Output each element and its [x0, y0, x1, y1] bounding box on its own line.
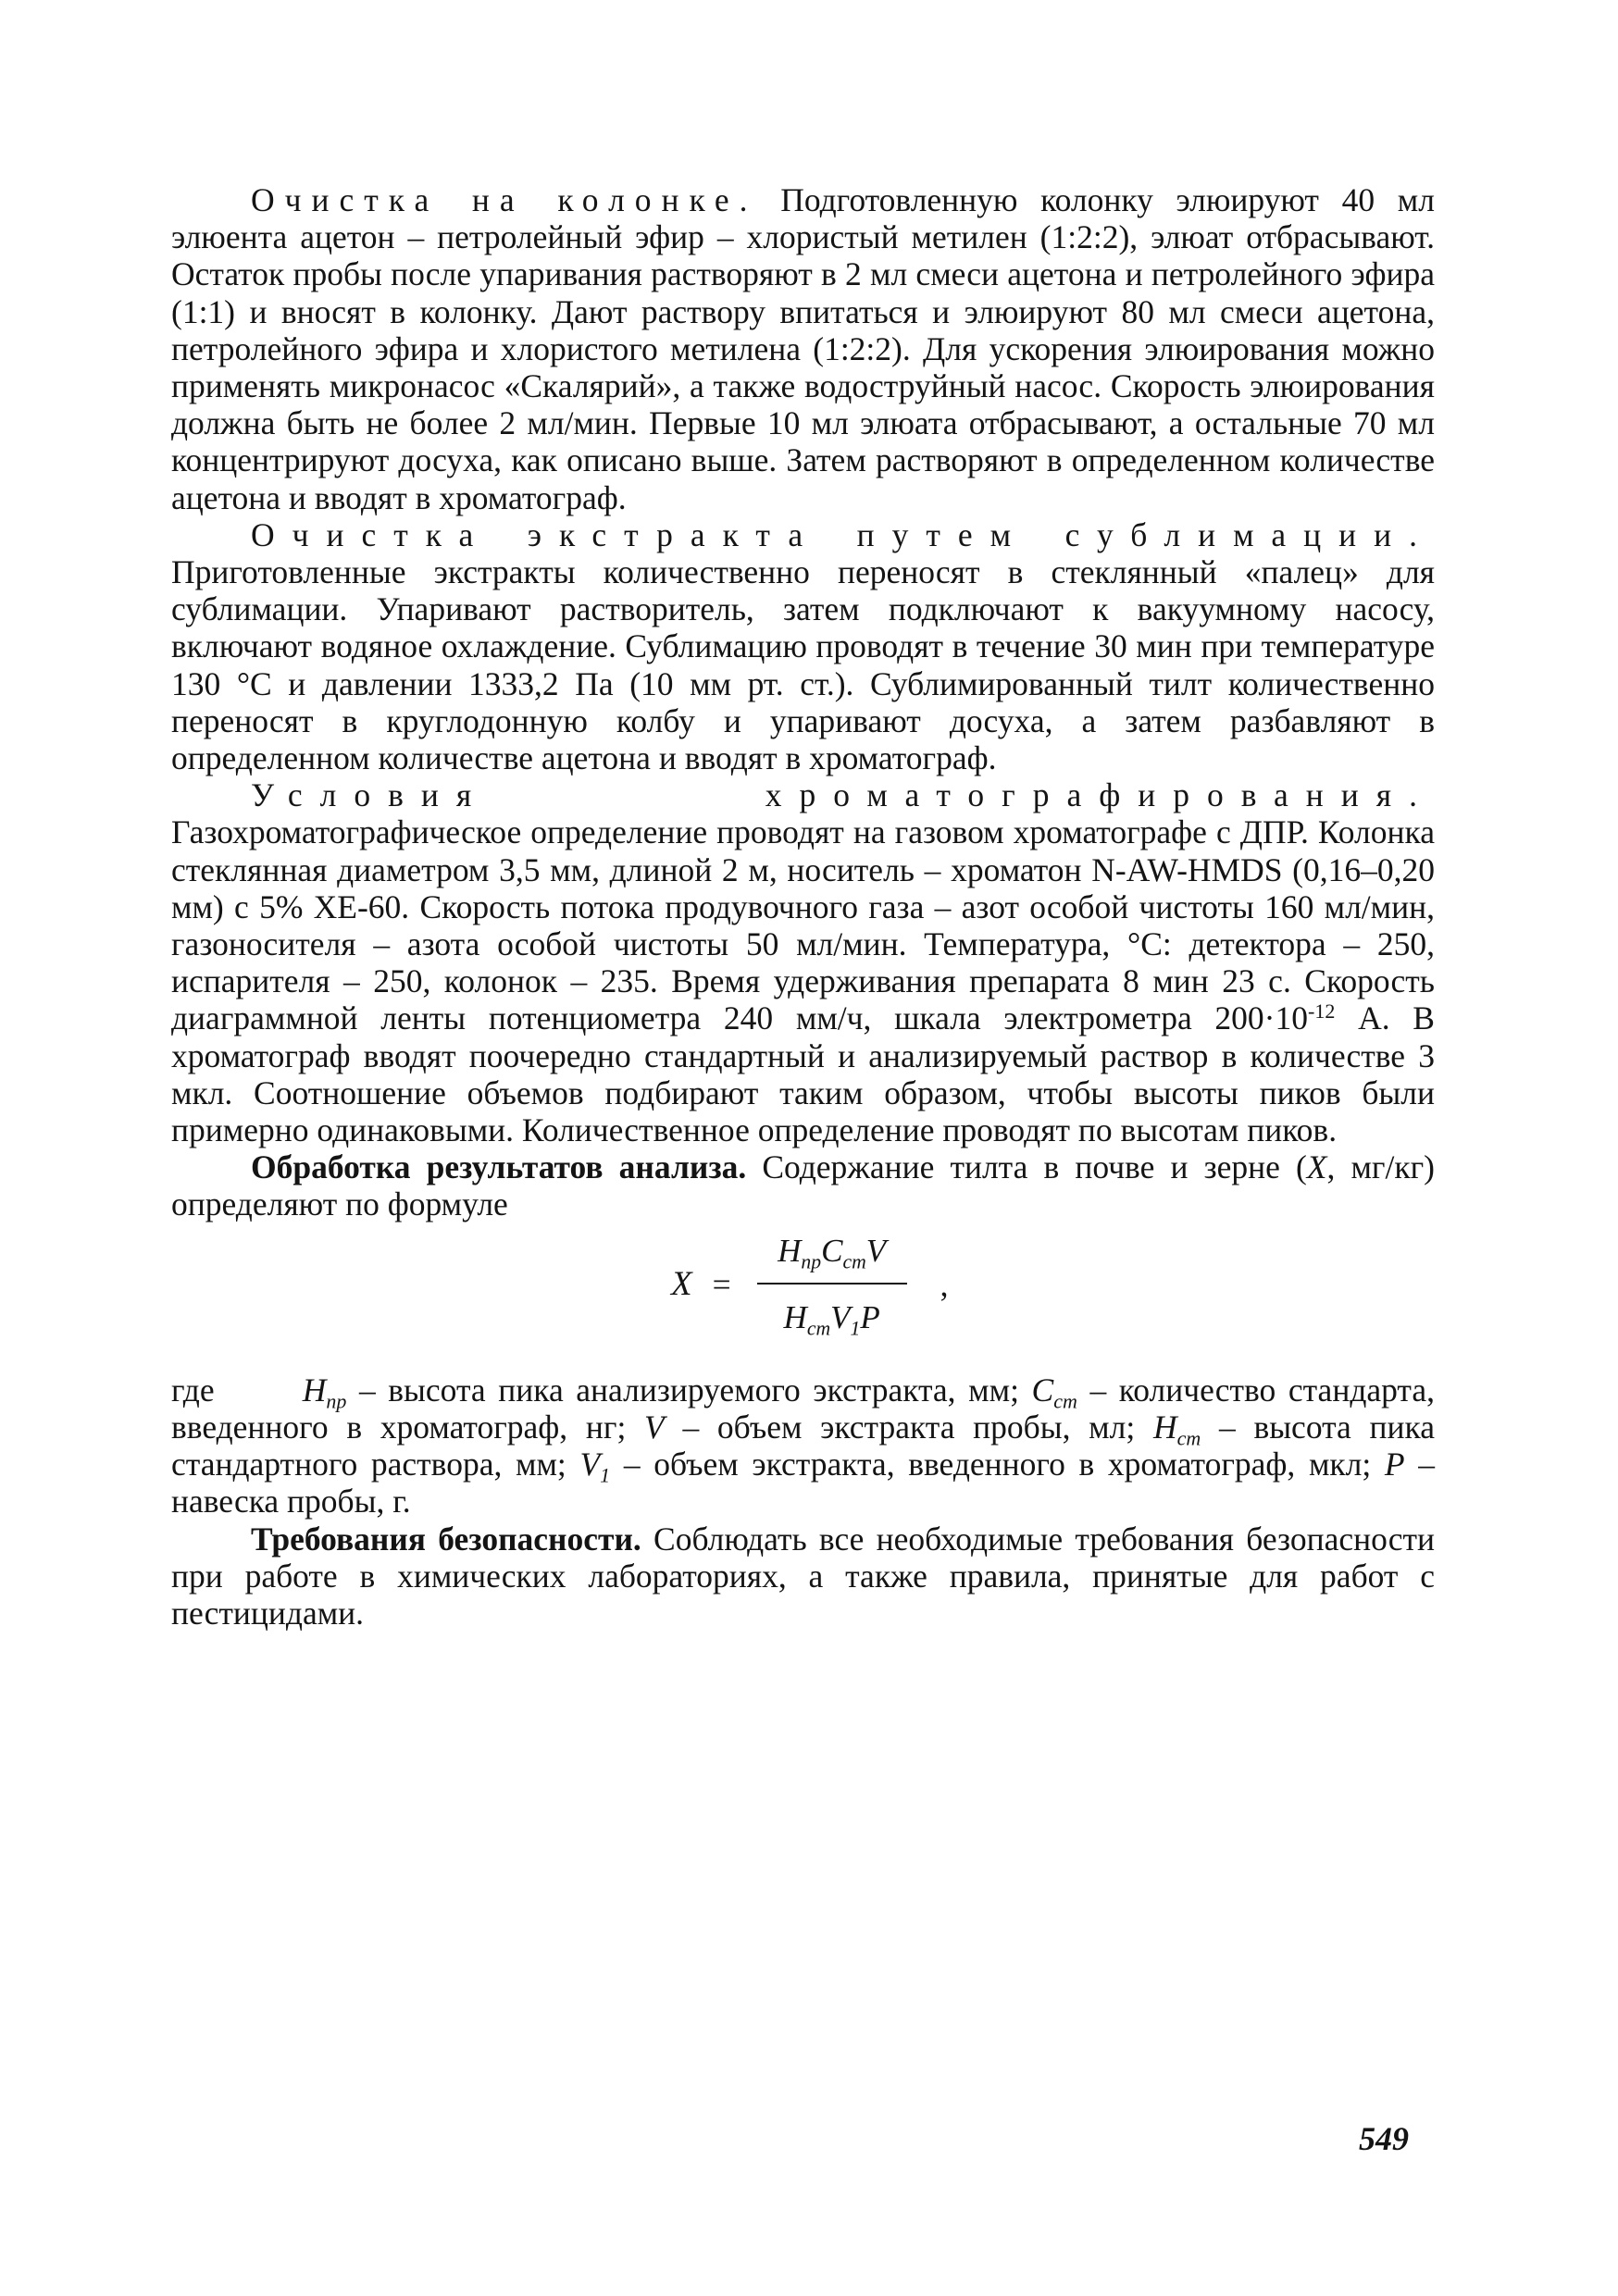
text-chromatography-b: А. В хроматограф вводят поочередно стандартный и анализируемый раствор в количестве 3 мкл. Соотношение объемов подбирают таким образом, чтобы высоты пиков были примерно одинаковыми. Количественное определение проводят по высотам пиков. [171, 999, 1435, 1149]
paragraph-results-processing [171, 1148, 1435, 1222]
formula [671, 1232, 949, 1340]
formula-lhs: X [671, 1264, 692, 1303]
paragraph-chromatography-conditions [171, 776, 1435, 1148]
text-chromatography-a: Газохроматографическое определение проводят на газовом хроматографе с ДПР. Колонка стеклянная диаметром 3,5 мм, длиной 2 м, носитель – хроматон N-AW-HMDS (0,16–0,20 мм) с 5% XE-60. Скорость потока продувочного газа – азот особой чистоты 160 мл/мин, газоносителя – азота особой чистоты 50 мл/мин. Температура, °С: детектора – 250, испарителя – 250, колонок – 235. Время удерживания препарата 8 мин 23 с. Скорость диаграммной ленты потенциометра 240 мм/ч, шкала электрометра 200·10 [171, 813, 1435, 1037]
paragraph-safety [171, 1520, 1435, 1632]
formula-denominator: $H_{ст}V_1P$ [783, 1298, 880, 1340]
text-sublimation: Приготовленные экстракты количественно переносят в стеклянный «палец» для сублимации. Упаривают растворитель, затем подключают к вакуумному насосу, включают водяное охлаждение. Сублимацию проводят в течение 30 мин при температуре 130 °С и давлении 1333,2 Па (10 мм рт. ст.). Сублимированный тилт количественно переносят в круглодонную колбу и упаривают досуха, а затем разбавляют в определенном количестве ацетона и вводят в хроматограф. [171, 553, 1435, 777]
text-results-a: Содержание тилта в почве и зерне ( [762, 1148, 1307, 1186]
exponent: -12 [1308, 999, 1336, 1024]
text-column-cleanup: Подготовленную колонку элюируют 40 мл элюента ацетон – петролейный эфир – хлористый метилен (1:2:2), элюат отбрасывают. Остаток пробы после упаривания растворяют в 2 мл смеси ацетона и петролейного эфира (1:1) и вносят в колонку. Дают раствору впитаться и элюируют 80 мл смеси ацетона, петролейного эфира и хлористого метилена (1:2:2). Для ускорения элюирования можно применять микронасос «Скалярий», а также водоструйный насос. Скорость элюирования должна быть не более 2 мл/мин. Первые 10 мл элюата отбрасывают, а остальные 70 мл концентрируют досуха, как описано выше. Затем растворяют в определенном количестве ацетона и вводят в хроматограф. [171, 181, 1435, 516]
where-word: где [171, 1371, 215, 1409]
page-body [171, 181, 1435, 1632]
paragraph-sublimation [171, 516, 1435, 776]
text-safety: Соблюдать все необходимые требования безопасности при работе в химических лабораториях, а также правила, принятые для работ с пестицидами. [171, 1520, 1436, 1632]
variable-x: X [1306, 1148, 1327, 1186]
heading-sublimation: Очистка экстракта путем сублимации. [251, 515, 1435, 553]
formula-numerator: $H_{пр}C_{ст}V$ [778, 1232, 887, 1273]
formula-equals: = [712, 1265, 731, 1303]
heading-results-processing: Обработка результатов анализа. [251, 1148, 747, 1186]
fraction-bar [757, 1283, 907, 1285]
paragraph-definitions: где $H_{пр}$ – высота пика анализируемого экстракта, мм; $C_{ст}$ – количество стандарта, введенного в хроматограф, нг; V – объем экстракта пробы, мл; $H_{ст}$ – высота пика стандартного раствора, мм; $V_1$ – объем экстракта, введенного в хроматограф, мкл; P – навеска пробы, г. [171, 1371, 1436, 1520]
heading-chromatography-conditions: Условия хроматографирования. [251, 776, 1435, 814]
formula-fraction [757, 1232, 907, 1340]
text-results-b: , мг/кг) определяют по формуле [171, 1148, 1435, 1223]
page-number: 549 [1359, 2120, 1409, 2157]
heading-safety: Требования безопасности. [251, 1520, 641, 1558]
formula-block [171, 1233, 1435, 1371]
heading-column-cleanup: Очистка на колонке. [251, 181, 758, 218]
formula-comma: , [940, 1265, 949, 1303]
paragraph-column-cleanup [171, 181, 1435, 516]
